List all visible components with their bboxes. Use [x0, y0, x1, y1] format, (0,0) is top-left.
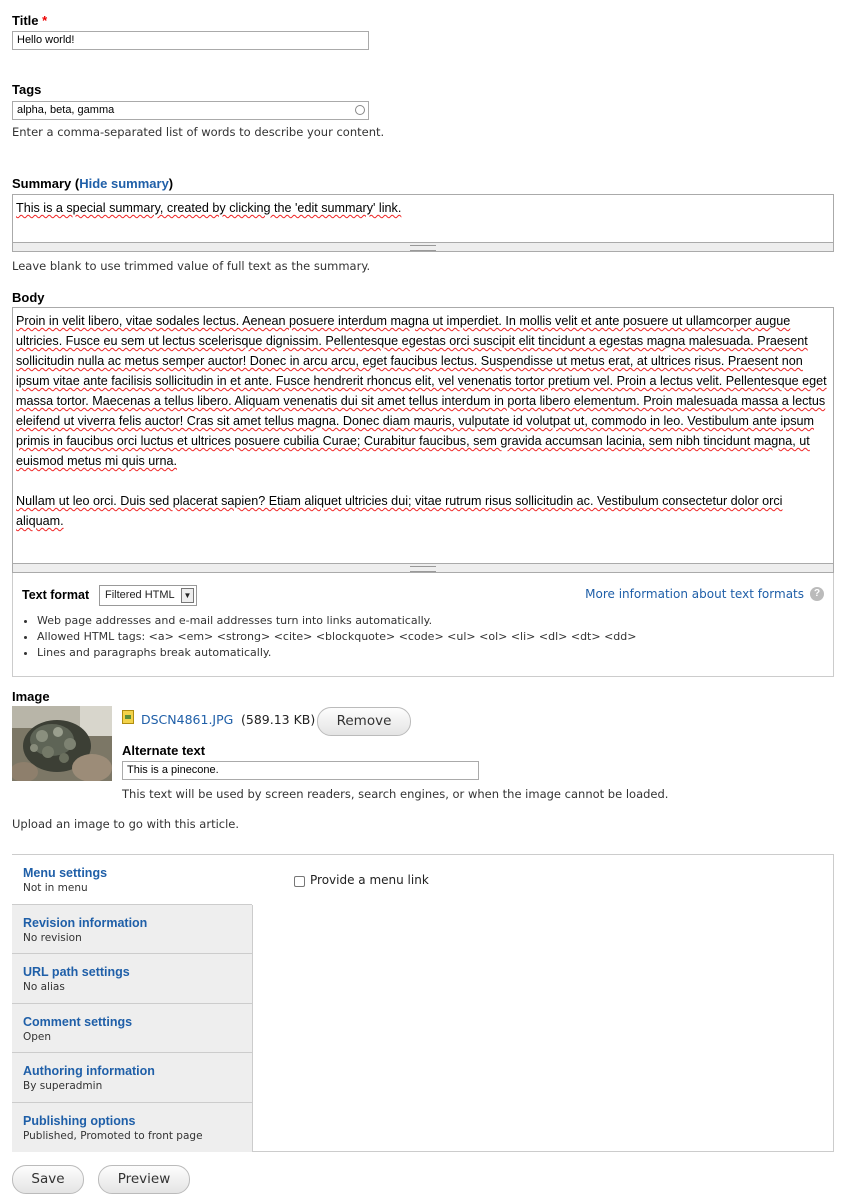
text-format-selected: Filtered HTML: [105, 589, 175, 601]
summary-text: This is a special summary, created by clicking the 'edit summary' link.: [16, 201, 402, 215]
format-tip: • Allowed HTML tags: <a> <em> <strong> <cite> <blockquote> <code> <ul> <ol> <li> <dl> <dt> <dd>: [37, 629, 813, 645]
body-textarea[interactable]: [12, 307, 834, 564]
tab-title: Authoring information: [23, 1064, 155, 1078]
tab-publishing-options[interactable]: [12, 1103, 253, 1152]
save-button[interactable]: Save: [12, 1165, 84, 1194]
image-description: Upload an image to go with this article.: [12, 817, 240, 831]
tab-url-path-settings[interactable]: [12, 954, 253, 1004]
provide-menu-link-label[interactable]: Provide a menu link: [310, 873, 429, 887]
text-format-select[interactable]: [99, 585, 197, 606]
tab-title: URL path settings: [23, 965, 130, 979]
tags-description: Enter a comma-separated list of words to describe your content.: [12, 125, 385, 139]
body-resize-grip[interactable]: [12, 564, 834, 573]
more-info-text-formats-link[interactable]: More information about text formats: [585, 587, 804, 601]
tab-title: Comment settings: [23, 1015, 133, 1029]
tab-menu-settings[interactable]: [12, 855, 253, 905]
preview-button[interactable]: Preview: [98, 1165, 190, 1194]
alt-text-input[interactable]: This is a pinecone.: [122, 761, 479, 780]
body-paragraph-2: Nullam ut leo orci. Duis sed placerat sapien? Etiam aliquet ultricies dui; vitae rutrum risus sollicitudin ac. Vestibulum consectetur dolor orci aliquam.: [16, 494, 783, 528]
format-tip: • Lines and paragraphs break automatically.: [37, 645, 813, 661]
tab-title: Menu settings: [23, 866, 108, 880]
image-thumbnail: [12, 706, 112, 781]
active-tab-joiner: [252, 855, 253, 905]
title-input[interactable]: Hello world!: [12, 31, 369, 50]
tags-label: Tags: [12, 82, 42, 97]
tab-comment-settings[interactable]: [12, 1004, 253, 1053]
summary-textarea[interactable]: [12, 194, 834, 243]
tab-title: Publishing options: [23, 1114, 136, 1128]
title-label-text: Title: [12, 13, 39, 28]
remove-button[interactable]: Remove: [317, 707, 411, 736]
tab-summary: No revision: [23, 932, 82, 944]
summary-resize-grip[interactable]: [12, 243, 834, 252]
body-label: Body: [12, 290, 45, 305]
tab-summary: Published, Promoted to front page: [23, 1130, 203, 1142]
text-format-wrapper: [12, 573, 834, 677]
autocomplete-throbber-icon: [355, 105, 365, 115]
tab-summary: Open: [23, 1031, 52, 1043]
image-label: Image: [12, 689, 50, 704]
image-file-size: (589.13 KB): [241, 712, 316, 727]
tab-summary: By superadmin: [23, 1080, 103, 1092]
summary-description: Leave blank to use trimmed value of full text as the summary.: [12, 259, 371, 273]
hide-summary-link[interactable]: Hide summary: [79, 176, 169, 191]
tab-summary: Not in menu: [23, 882, 88, 894]
tab-title: Revision information: [23, 916, 148, 930]
summary-label-text: Summary: [12, 176, 72, 191]
body-paragraph-1: Proin in velit libero, vitae sodales lectus. Aenean posuere interdum magna ut imperdiet. In mollis velit et ante posuere ut ullamcorper augue ultricies. Fusce eu sem ut lectus scelerisque dignissim. Pellentesque egestas orci suscipit elit tincidunt a egestas magna malesuada. Praesent sollicitudin nulla ac metus semper auctor! Donec in arcu arcu, eget faucibus lectus. Suspendisse ut metus erat, at ultrices risus. Praesent non ipsum vitae ante facilisis sollicitudin in et ante. Fusce hendrerit rhoncus elit, vel venenatis tortor pretium vel. Proin a lectus velit. Pellentesque eget massa tortor. Maecenas a tellus libero. Aliquam venenatis dui sit amet tellus interdum in porta libero elementum. Proin malesuada massa a lectus eleifend ut viverra felis auctor! Cras sit amet tellus magna. Donec diam mauris, vulputate id volutpat ut, commodo in leo. Vestibulum ante ipsum primis in faucibus orci luctus et ultrices posuere cubilia Curae; Curabitur faucibus, sem gravida accumsan lacinia, sem nibh tincidunt magna, ut euismod metus mi quis urna.: [16, 314, 827, 468]
tags-input[interactable]: [12, 101, 369, 120]
question-circle-icon[interactable]: ?: [810, 587, 824, 601]
provide-menu-link-checkbox[interactable]: [294, 876, 305, 887]
tab-summary: No alias: [23, 981, 65, 993]
format-tip: • Web page addresses and e-mail addresses turn into links automatically.: [37, 613, 813, 629]
summary-label: Summary (Hide summary): [12, 176, 174, 191]
image-file-link[interactable]: DSCN4861.JPG: [141, 712, 234, 727]
alt-text-label: Alternate text: [122, 743, 206, 758]
image-file-icon: [122, 710, 134, 724]
title-label: [12, 13, 47, 28]
pinecone-thumbnail-svg: [12, 706, 112, 781]
tags-input-value: alpha, beta, gamma: [17, 104, 115, 116]
text-format-label: Text format: [22, 588, 90, 602]
text-format-tips: [23, 613, 813, 661]
required-marker: *: [42, 13, 48, 28]
alt-text-description: This text will be used by screen readers, search engines, or when the image cannot be loaded.: [122, 787, 669, 801]
tab-authoring-information[interactable]: [12, 1053, 253, 1103]
chevron-down-icon: ▼: [181, 588, 194, 603]
tab-revision-information[interactable]: [12, 905, 253, 954]
